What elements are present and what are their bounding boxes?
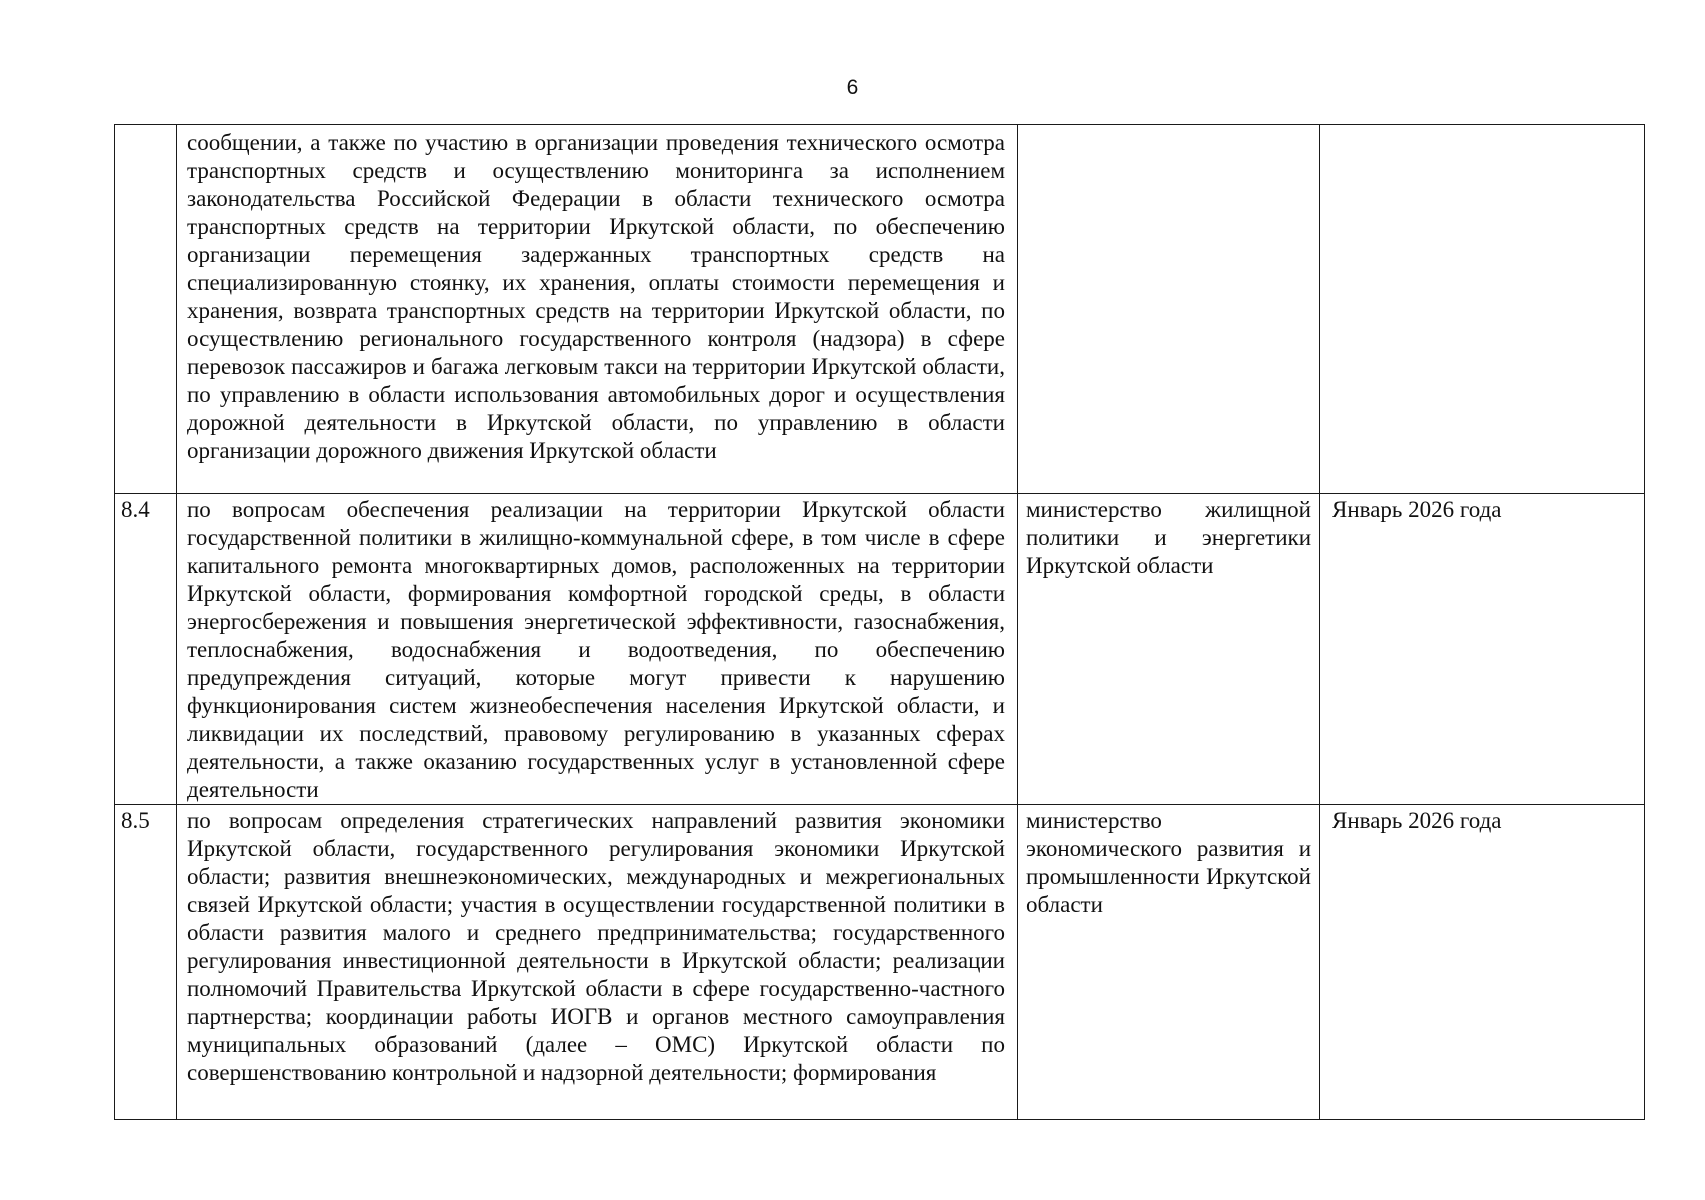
row-number-cell: 8.5 [115, 805, 177, 1120]
page-number: 6 [846, 76, 859, 99]
row-description-cell: по вопросам определения стратегических направлений развития экономики Иркутской области, государственного регулирования экономики Иркутской области; развития внешнеэкономических, международных и межрегиональных связей Иркутской области; участия в осуществлении государственной политики в области развития малого и среднего предпринимательства; государственного регулирования инвестиционной деятельности в Иркутской области; реализации полномочий Правительства Иркутской области в сфере государственно-частного партнерства; координации работы ИОГВ и органов местного самоуправления муниципальных образований (далее – ОМС) Иркутской области по совершенствованию контрольной и надзорной деятельности; формирования [177, 805, 1018, 1120]
row-department-cell: министерство жилищной политики и энергетики Иркутской области [1018, 494, 1320, 805]
table-row-8-4 [115, 494, 1645, 805]
row-deadline-cell: Январь 2026 года [1320, 494, 1645, 805]
row-department-cell: министерство экономического развития и промышленности Иркутской области [1018, 805, 1320, 1120]
row-number-cell [115, 125, 177, 494]
plan-table [114, 124, 1645, 1120]
table-row-8-5 [115, 805, 1645, 1120]
row-description-cell: по вопросам обеспечения реализации на территории Иркутской области государственной политики в жилищно-коммунальной сфере, в том числе в сфере капитального ремонта многоквартирных домов, расположенных на территории Иркутской области, формирования комфортной городской среды, в области энергосбережения и повышения энергетической эффективности, газоснабжения, теплоснабжения, водоснабжения и водоотведения, по обеспечению предупреждения ситуаций, которые могут привести к нарушению функционирования систем жизнеобеспечения населения Иркутской области, и ликвидации их последствий, правовому регулированию в указанных сферах деятельности, а также оказанию государственных услуг в установленной сфере деятельности [177, 494, 1018, 805]
table-row-continuation [115, 125, 1645, 494]
row-deadline-cell [1320, 125, 1645, 494]
row-number-cell: 8.4 [115, 494, 177, 805]
row-department-cell [1018, 125, 1320, 494]
row-deadline-cell: Январь 2026 года [1320, 805, 1645, 1120]
row-description-cell: сообщении, а также по участию в организации проведения технического осмотра транспортных средств и осуществлению мониторинга за исполнением законодательства Российской Федерации в области технического осмотра транспортных средств на территории Иркутской области, по обеспечению организации перемещения задержанных транспортных средств на специализированную стоянку, их хранения, оплаты стоимости перемещения и хранения, возврата транспортных средств на территории Иркутской области, по осуществлению регионального государственного контроля (надзора) в сфере перевозок пассажиров и багажа легковым такси на территории Иркутской области, по управлению в области использования автомобильных дорог и осуществления дорожной деятельности в Иркутской области, по управлению в области организации дорожного движения Иркутской области [177, 125, 1018, 494]
